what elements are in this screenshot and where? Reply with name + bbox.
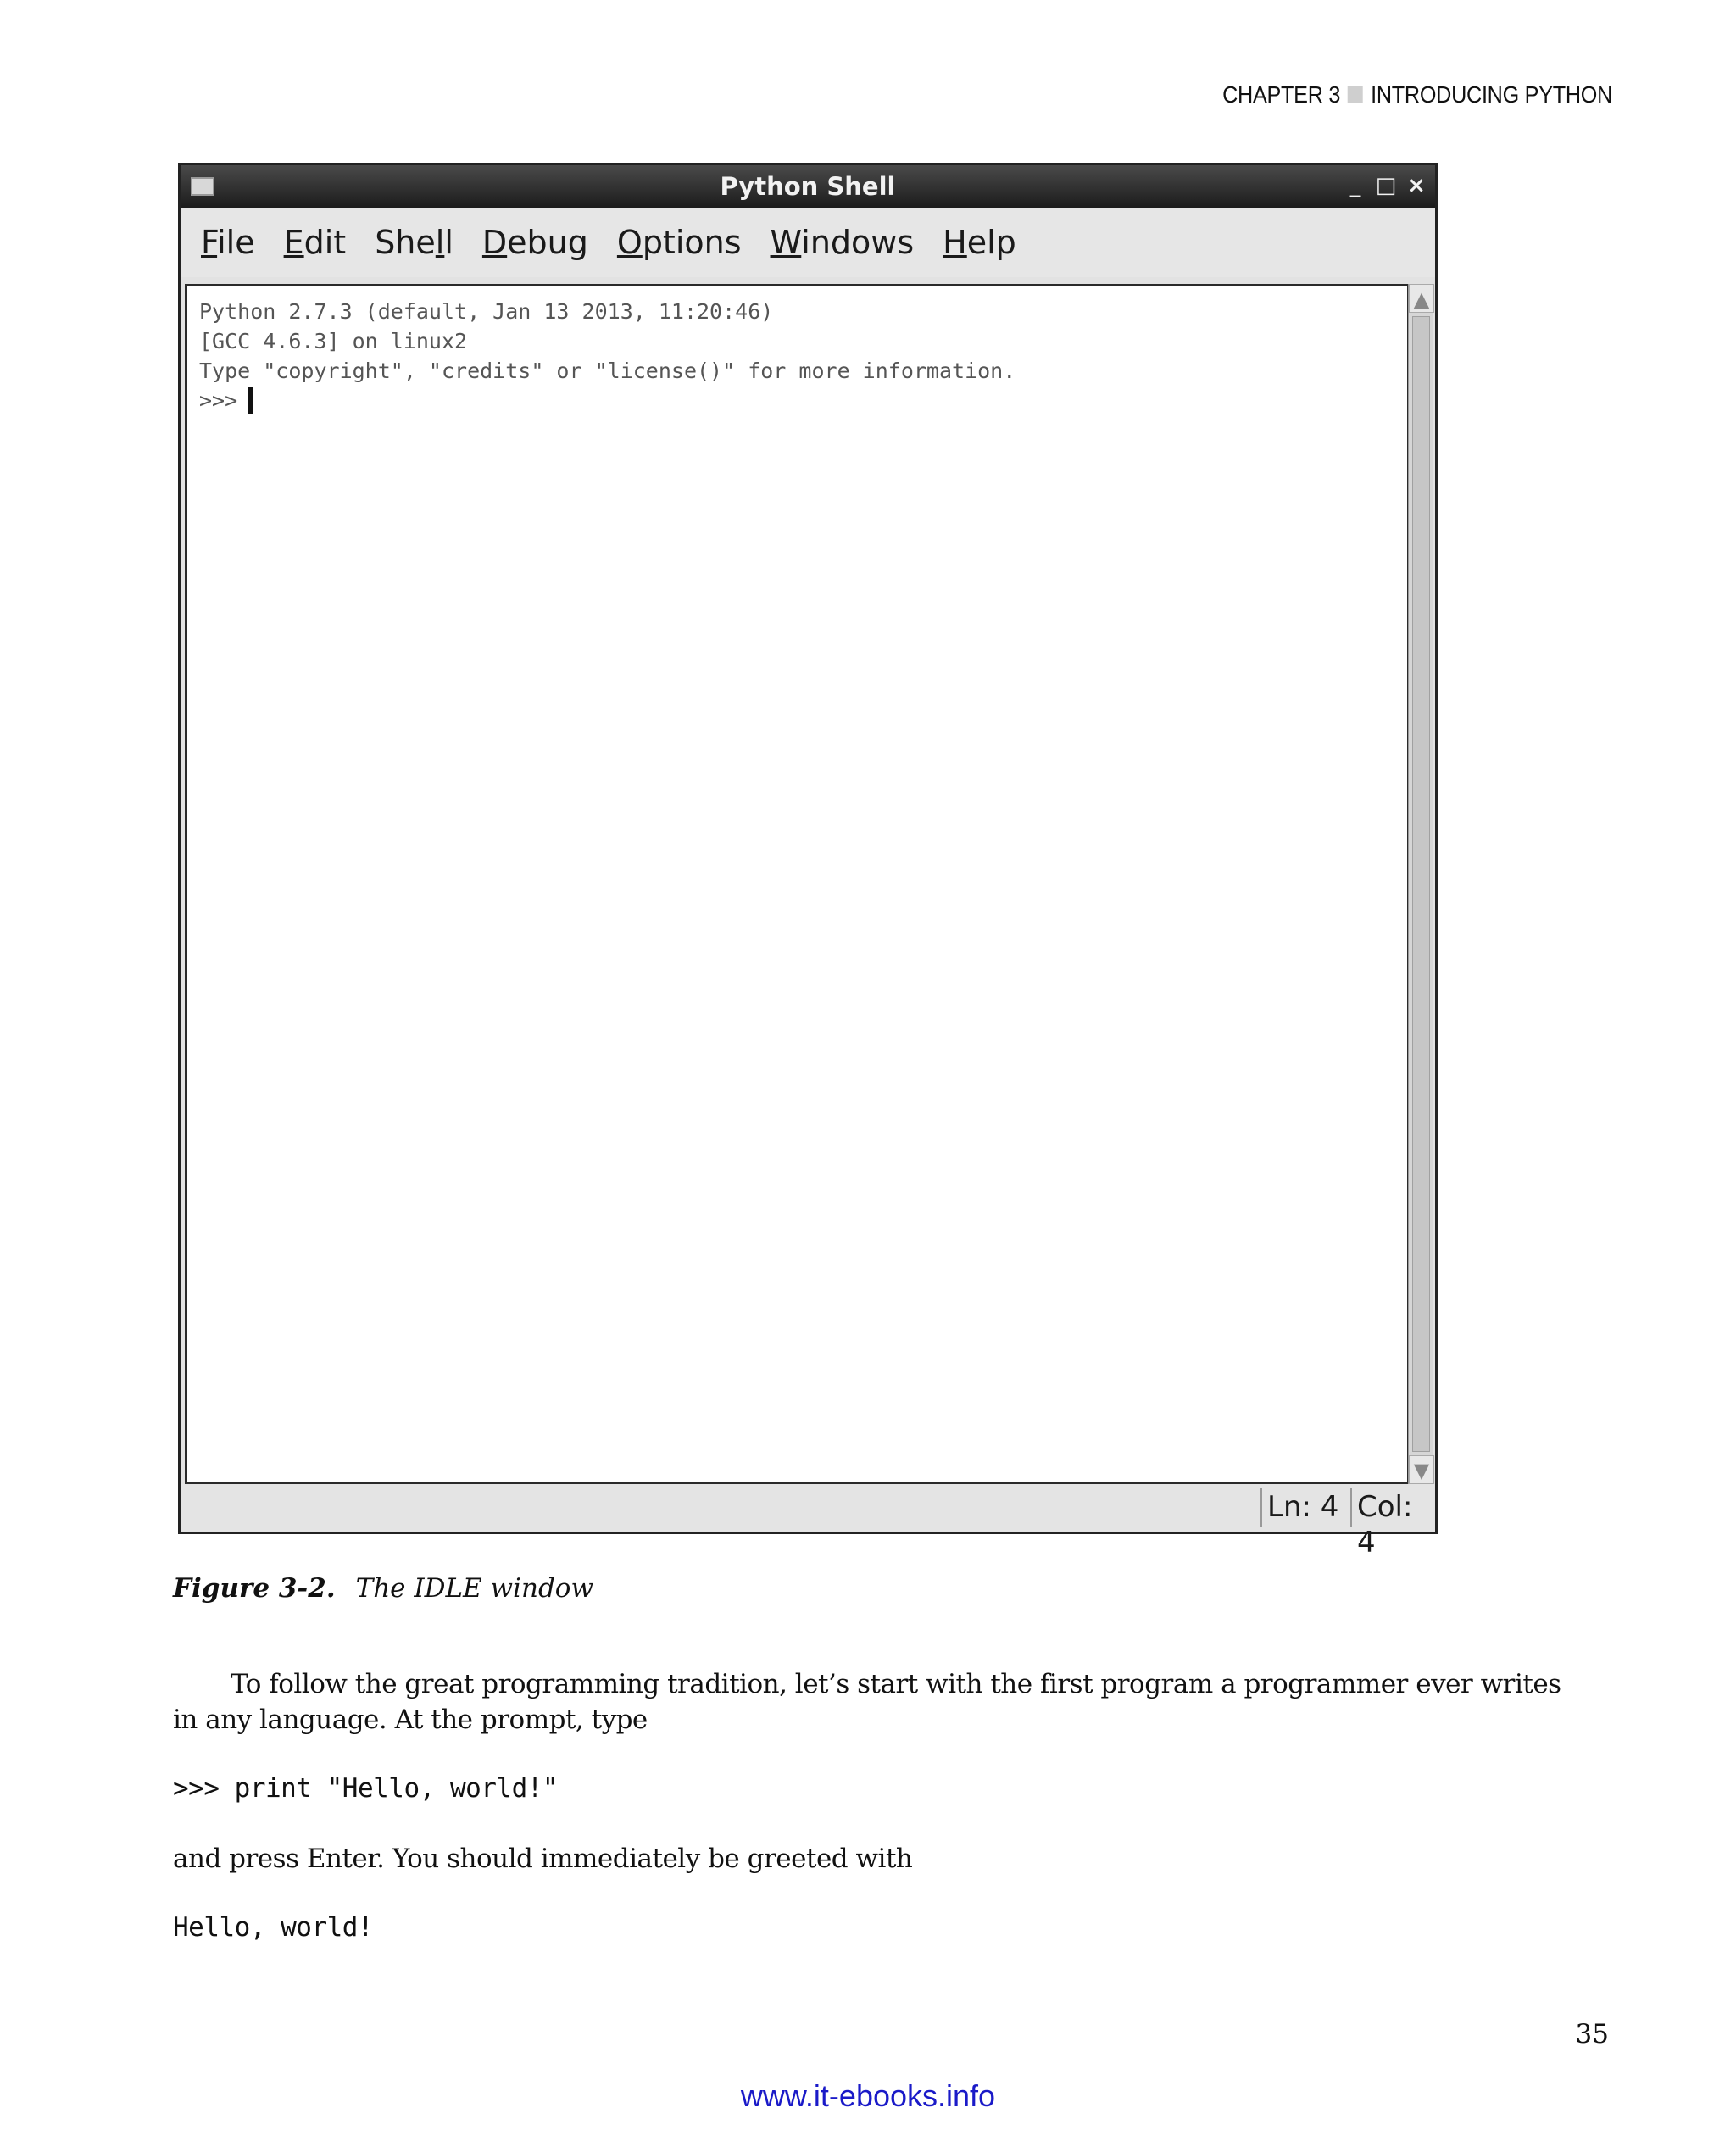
scroll-up-arrow-icon[interactable]: ▲ [1409, 284, 1434, 313]
menu-mnemonic: D [481, 224, 508, 261]
menu-bar [181, 208, 1435, 277]
menu-mnemonic: F [201, 224, 218, 261]
menu-help[interactable]: Help [943, 224, 1016, 261]
prompt-line[interactable] [199, 386, 1395, 415]
menu-mnemonic: E [283, 224, 304, 261]
menu-file[interactable]: File [201, 224, 255, 261]
status-bar [181, 1484, 1435, 1560]
menu-debug[interactable]: Debug [481, 224, 588, 261]
shell-text-area[interactable] [185, 284, 1410, 1484]
footer-link[interactable]: www.it-ebooks.info [740, 2078, 996, 2113]
scroll-down-arrow-icon[interactable]: ▼ [1409, 1455, 1434, 1484]
running-head [1222, 81, 1612, 108]
window-title: Python Shell [720, 172, 896, 201]
figure-caption [173, 1573, 593, 1604]
idle-window [178, 163, 1438, 1560]
line-indicator: Ln: 4 [1260, 1488, 1344, 1527]
code-command: >>> print "Hello, world!" [173, 1773, 559, 1804]
figure-label: Figure 3-2. [173, 1573, 336, 1604]
page-number: 35 [1575, 2019, 1609, 2049]
separator-square-icon [1348, 86, 1363, 103]
menu-mnemonic: O [616, 224, 643, 261]
menu-shell[interactable]: Shell [375, 224, 453, 261]
column-indicator: Col: 4 [1350, 1488, 1435, 1527]
shell-banner-line: Python 2.7.3 (default, Jan 13 2013, 11:20:46) [199, 299, 774, 324]
minimize-icon[interactable]: _ [1349, 173, 1361, 198]
intro-paragraph: To follow the great programming tradition, let’s start with the first program a programmer ever writes in any language. At the prompt, type [173, 1669, 1561, 1735]
close-icon[interactable]: × [1407, 173, 1426, 198]
shell-banner-line: Type "copyright", "credits" or "license()" for more information. [199, 359, 1016, 383]
shell-prompt: >>> [199, 388, 238, 413]
figure-title: The IDLE window [355, 1573, 593, 1604]
menu-options[interactable]: Options [616, 224, 742, 261]
window-controls [1344, 170, 1428, 201]
scroll-thumb[interactable] [1412, 316, 1430, 1452]
after-code-paragraph: and press Enter. You should immediately be greeted with [173, 1843, 913, 1874]
running-head-chapter: CHAPTER 3 [1222, 81, 1341, 108]
menu-mnemonic: l [435, 224, 445, 261]
menu-mnemonic: H [943, 224, 967, 261]
menu-windows[interactable]: Windows [770, 224, 915, 261]
menu-edit[interactable]: Edit [283, 224, 347, 261]
code-output: Hello, world! [173, 1912, 374, 1943]
title-bar[interactable] [181, 165, 1435, 208]
menu-mnemonic: W [770, 224, 802, 261]
maximize-icon[interactable]: □ [1375, 173, 1397, 198]
shell-banner-line: [GCC 4.6.3] on linux2 [199, 329, 468, 353]
vertical-scrollbar[interactable] [1408, 284, 1433, 1484]
running-head-title: INTRODUCING PYTHON [1371, 81, 1612, 108]
text-cursor [248, 387, 253, 414]
